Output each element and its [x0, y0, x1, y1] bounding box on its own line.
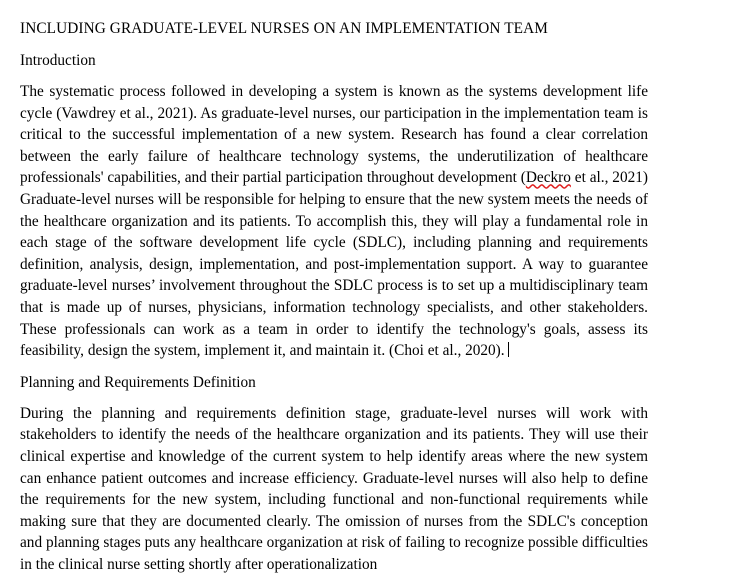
paragraph-planning-and-requirements-definition[interactable]: During the planning and requirements definition stage, graduate-level nurses will work with stakeholders to identify the needs of the healthcare organization and its patients. They will use their clinical expertise and knowledge of the current system to help identify areas where the new system can enhance patient outcomes and increase efficiency. Graduate-level nurses will also help to define the requirements for the new system, including functional and non-functional requirements while making sure that they are documented clearly. The omission of nurses from the SDLC's conception and planning stages puts any healthcare organization at risk of failing to recognize possible difficulties in the clinical nurse setting shortly after operationalization	[20, 404, 648, 573]
misspelled-word-deckro[interactable]: Deckro	[525, 169, 571, 187]
section-heading-planning-and-requirements-definition: Planning and Requirements Definition	[20, 373, 256, 391]
paragraph-text-after-misspelling: et al., 2021) Graduate-level nurses will be responsible for helping to ensure that the new system meets the needs of the healthcare organization and its patients. To accomplish this, they will play a fundamental role in each stage of the software development life cycle (SDLC), including planning and requirements definition, analysis, design, implementation, and post-implementation support. A way to guarantee graduate-level nurses’ involvement throughout the SDLC process is to set up a multidisciplinary team that is made up of nurses, physicians, information technology specialists, and other stakeholders. These professionals can work as a team in order to identify the technology's goals, assess its feasibility, design the system, implement it, and maintain it. (Choi et al., 2020).	[20, 169, 648, 360]
paragraph-introduction[interactable]	[20, 81, 648, 362]
text-caret	[508, 342, 509, 357]
paragraph-text-before-misspelling: The systematic process followed in developing a system is known as the systems development life cycle (Vawdrey et al., 2021). As graduate-level nurses, our participation in the implementation team is critical to the successful implementation of a new system. Research has found a clear correlation between the early failure of healthcare technology systems, the underutilization of healthcare professionals' capabilities, and their partial participation throughout development (	[20, 83, 648, 187]
document-title: INCLUDING GRADUATE-LEVEL NURSES ON AN IMPLEMENTATION TEAM	[20, 20, 548, 37]
section-heading-introduction: Introduction	[20, 52, 96, 69]
